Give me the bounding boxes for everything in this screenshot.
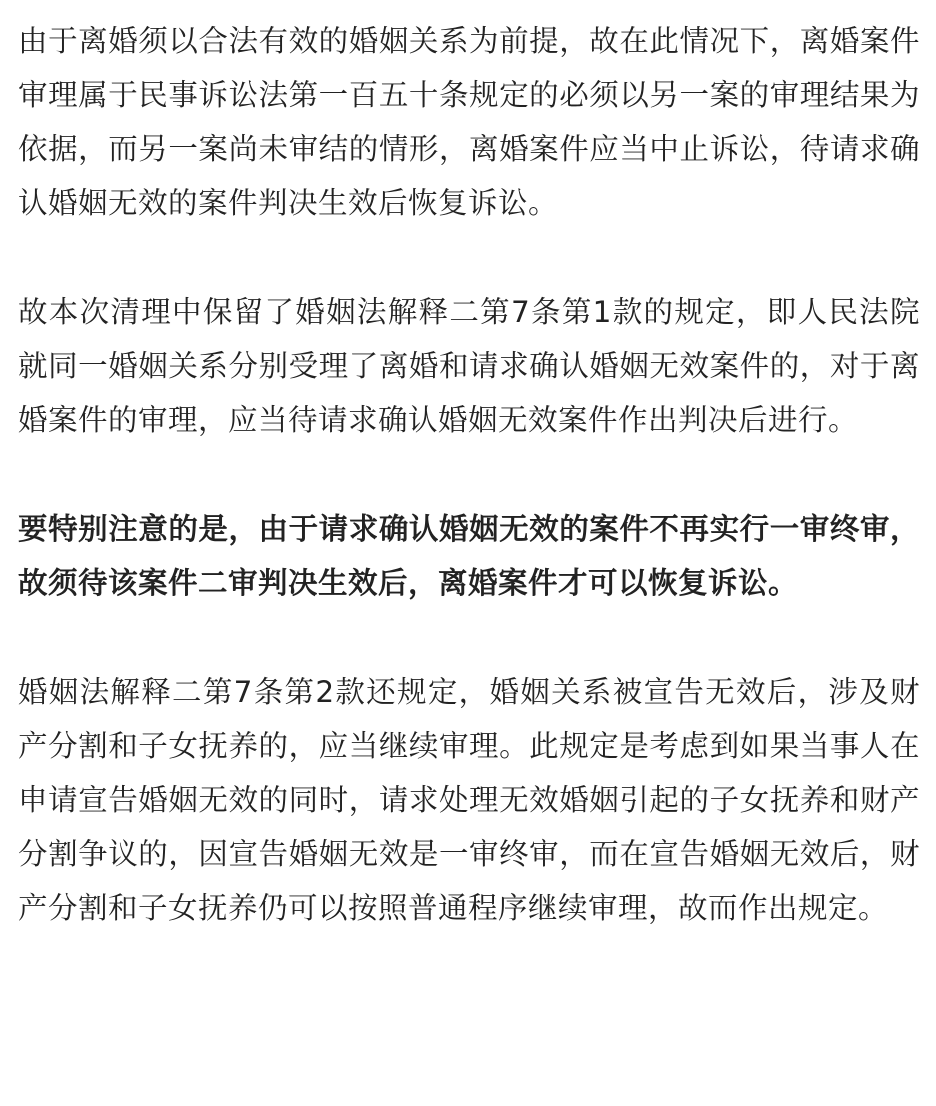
paragraph-property-custody: 婚姻法解释二第7条第2款还规定，婚姻关系被宣告无效后，涉及财产分割和子女抚养的，应当继续审理。此规定是考虑到如果当事人在申请宣告婚姻无效的同时，请求处理无效婚姻引起的子女抚养和财产分割争议的，因宣告婚姻无效是一审终审，而在宣告婚姻无效后，财产分割和子女抚养仍可以按照普通程序继续审理，故而作出规定。 (18, 675, 920, 925)
article-body (18, 14, 920, 935)
paragraph-special-note: 要特别注意的是，由于请求确认婚姻无效的案件不再实行一审终审，故须待该案件二审判决生效后，离婚案件才可以恢复诉讼。 (18, 512, 920, 600)
paragraph-retained-provision: 故本次清理中保留了婚姻法解释二第7条第1款的规定，即人民法院就同一婚姻关系分别受理了离婚和请求确认婚姻无效案件的，对于离婚案件的审理，应当待请求确认婚姻无效案件作出判决后进行。 (18, 295, 920, 437)
paragraph-divorce-premise: 由于离婚须以合法有效的婚姻关系为前提，故在此情况下，离婚案件审理属于民事诉讼法第一百五十条规定的必须以另一案的审理结果为依据，而另一案尚未审结的情形，离婚案件应当中止诉讼，待请求确认婚姻无效的案件判决生效后恢复诉讼。 (18, 24, 920, 220)
